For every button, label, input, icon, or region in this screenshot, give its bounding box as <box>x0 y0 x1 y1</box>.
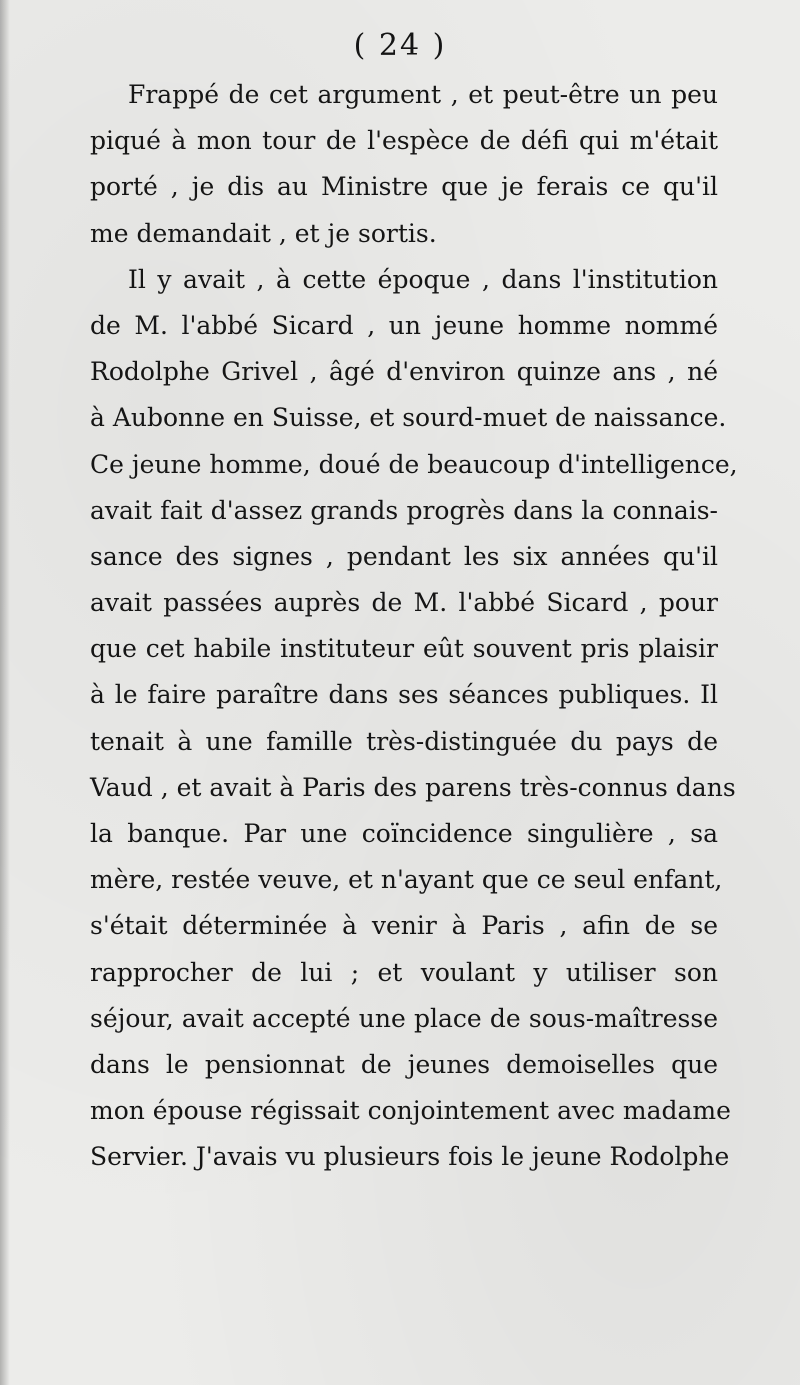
text-line: à Aubonne en Suisse, et sourd-muet de naissance. <box>90 403 727 433</box>
text-line: à le faire paraître dans ses séances publiques. Il <box>90 680 718 710</box>
text-line: Rodolphe Grivel , âgé d'environ quinze ans , né <box>90 357 718 387</box>
text-line: Servier. J'avais vu plusieurs fois le jeune Rodolphe <box>90 1142 730 1172</box>
text-line: piqué à mon tour de l'espèce de défi qui m'était <box>90 126 718 156</box>
text-line: Ce jeune homme, doué de beaucoup d'intelligence, <box>90 449 738 479</box>
text-line: la banque. Par une coïncidence singulière , sa <box>90 819 718 848</box>
text-line: s'était déterminée à venir à Paris , afin de se <box>90 911 718 941</box>
text-line: avait passées auprès de M. l'abbé Sicard , pour <box>90 588 718 618</box>
text-line: sance des signes , pendant les six années qu'il <box>90 541 718 571</box>
text-line: rapprocher de lui ; et voulant y utiliser son <box>90 957 718 987</box>
text-line: de M. l'abbé Sicard , un jeune homme nommé <box>90 310 718 340</box>
text-line: Frappé de cet argument , et peut-être un peu <box>128 80 718 109</box>
text-line: Il y avait , à cette époque , dans l'institution <box>128 264 718 294</box>
page-number: ( 24 ) <box>353 28 447 63</box>
text-line: tenait à une famille très-distinguée du pays de <box>90 726 718 756</box>
text-line: dans le pensionnat de jeunes demoiselles que <box>90 1049 718 1079</box>
text-line: me demandait , et je sortis. <box>90 218 437 248</box>
text-line: porté , je dis au Ministre que je ferais ce qu'il <box>90 172 718 202</box>
text-line: séjour, avait accepté une place de sous-maîtresse <box>90 1003 718 1033</box>
text-line: que cet habile instituteur eût souvent pris plaisir <box>90 634 718 664</box>
text-line: Vaud , et avait à Paris des parens très-connus dans <box>90 772 736 802</box>
text-line: mon épouse régissait conjointement avec madame <box>90 1096 731 1126</box>
text-line: avait fait d'assez grands progrès dans la connais- <box>90 495 718 525</box>
text-line: mère, restée veuve, et n'ayant que ce seul enfant, <box>90 865 723 895</box>
body-text <box>90 72 738 1181</box>
